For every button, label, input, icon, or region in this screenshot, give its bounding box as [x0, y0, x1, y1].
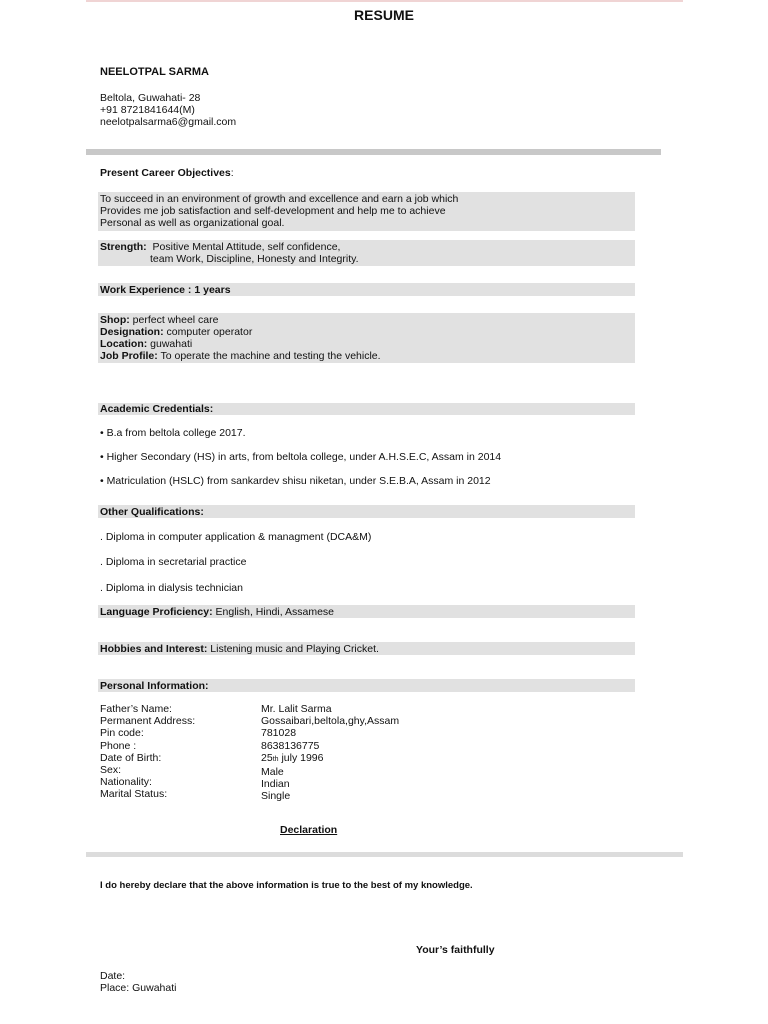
personal-values	[261, 703, 399, 803]
personal-value: Male	[261, 766, 284, 779]
candidate-name: NEELOTPAL SARMA	[100, 66, 209, 78]
work-designation: Designation: computer operator	[100, 326, 253, 338]
date-label: Date:	[100, 970, 126, 982]
hobbies-line: Hobbies and Interest: Listening music and Playing Cricket.	[100, 643, 379, 655]
objectives-line: Provides me job satisfaction and self-development and help me to achieve	[100, 205, 446, 217]
personal-label: Nationality:	[100, 776, 152, 789]
strength-line-1: Strength: Positive Mental Attitude, self confidence,	[100, 241, 341, 253]
document-title: RESUME	[354, 7, 414, 23]
closing-text: Your’s faithfully	[416, 944, 495, 956]
personal-value: Indian	[261, 778, 290, 791]
work-shop: Shop: perfect wheel care	[100, 314, 219, 326]
qualification-item: . Diploma in dialysis technician	[100, 582, 243, 594]
section-divider	[86, 149, 661, 155]
academic-item: • Higher Secondary (HS) in arts, from beltola college, under A.H.S.E.C, Assam in 2014	[100, 451, 502, 463]
objectives-heading: Present Career Objectives:	[100, 167, 234, 179]
work-heading: Work Experience : 1 years	[100, 284, 231, 296]
top-divider	[86, 0, 683, 2]
strength-line-2: team Work, Discipline, Honesty and Integrity.	[150, 253, 359, 265]
academic-item: • Matriculation (HSLC) from sankardev shisu niketan, under S.E.B.A, Assam in 2012	[100, 475, 491, 487]
personal-label: Pin code:	[100, 727, 144, 740]
personal-label: Phone :	[100, 739, 137, 752]
contact-email: neelotpalsarma6@gmail.com	[100, 116, 237, 128]
contact-block	[100, 92, 236, 128]
qualification-item: . Diploma in secretarial practice	[100, 556, 247, 568]
personal-value: 8638136775	[261, 739, 320, 752]
personal-label: Date of Birth:	[100, 751, 162, 764]
objectives-line: Personal as well as organizational goal.	[100, 217, 285, 229]
personal-heading: Personal Information:	[100, 680, 209, 692]
personal-label: Marital Status:	[100, 788, 168, 801]
objectives-text	[100, 193, 458, 229]
work-location: Location: guwahati	[100, 338, 193, 350]
personal-value: Single	[261, 790, 291, 803]
personal-label: Permanent Address:	[100, 715, 196, 728]
qualification-item: . Diploma in computer application & managment (DCA&M)	[100, 531, 372, 543]
personal-value: 781028	[261, 727, 297, 740]
academic-heading: Academic Credentials:	[100, 403, 214, 415]
place-label: Place: Guwahati	[100, 982, 177, 994]
personal-value-dob: 25th july 1996	[261, 751, 324, 764]
work-details	[100, 314, 381, 362]
language-line: Language Proficiency: English, Hindi, Assamese	[100, 606, 335, 618]
work-profile: Job Profile: To operate the machine and testing the vehicle.	[100, 350, 381, 362]
other-heading: Other Qualifications:	[100, 506, 204, 518]
academic-item: • B.a from beltola college 2017.	[100, 427, 246, 439]
declaration-text: I do hereby declare that the above information is true to the best of my knowledge.	[100, 880, 473, 891]
contact-phone: +91 8721841644(M)	[100, 104, 195, 116]
contact-address: Beltola, Guwahati- 28	[100, 92, 201, 104]
personal-value: Gossaibari,beltola,ghy,Assam	[261, 715, 400, 728]
personal-label: Sex:	[100, 764, 122, 777]
personal-value: Mr. Lalit Sarma	[261, 703, 332, 715]
strength-label: Strength:	[100, 241, 147, 253]
date-place-block	[100, 970, 176, 994]
personal-label: Father’s Name:	[100, 703, 172, 715]
declaration-heading: Declaration	[280, 824, 338, 836]
declaration-divider	[86, 852, 683, 857]
objectives-line: To succeed in an environment of growth and excellence and earn a job which	[100, 193, 459, 205]
personal-labels	[100, 703, 195, 801]
